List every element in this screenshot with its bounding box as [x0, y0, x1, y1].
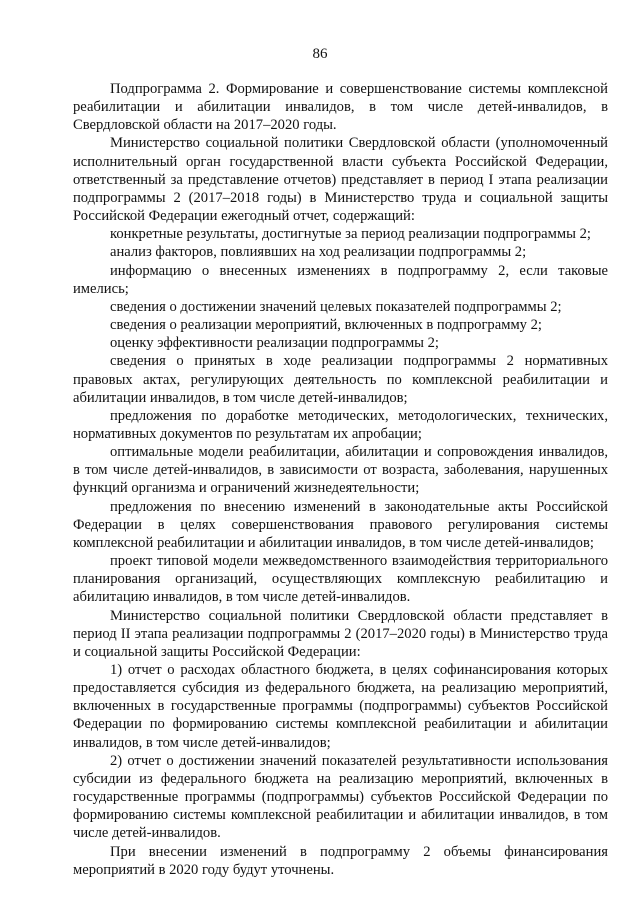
- list-item-specific-results: конкретные результаты, достигнутые за период реализации подпрограммы 2;: [110, 226, 591, 243]
- list-item-changes-info: информацию о внесенных изменениях в подпрограмму 2, если таковые имелись;: [73, 262, 608, 297]
- list-item-optimal-models: оптимальные модели реабилитации, абилитации и сопровождения инвалидов, в том числе детей-инвалидов, в зависимости от возраста, заболевания, нарушенных функций организма и ограничений жизнедеятельности;: [73, 444, 608, 497]
- list-item-legislation-proposals: предложения по внесению изменений в законодательные акты Российской Федерации в целях совершенствования правового регулирования системы комплексной реабилитации и абилитации инвалидов, в том числе детей-инвалидов;: [73, 498, 608, 551]
- document-body: [73, 80, 608, 879]
- list-item-legal-acts: сведения о принятых в ходе реализации подпрограммы 2 нормативных правовых актах, регулирующих деятельность по комплексной реабилитации и абилитации инвалидов, в том числе детей-инвалидов;: [73, 353, 608, 406]
- paragraph-financing-note: При внесении изменений в подпрограмму 2 объемы финансирования мероприятий в 2020 году будут уточнены.: [73, 843, 608, 878]
- list-item-activities-info: сведения о реализации мероприятий, включенных в подпрограмму 2;: [110, 317, 542, 334]
- page-number: 86: [312, 46, 328, 62]
- list-item-factor-analysis: анализ факторов, повлиявших на ход реализации подпрограммы 2;: [110, 244, 527, 261]
- list-item-typical-model-draft: проект типовой модели межведомственного взаимодействия территориального планирования организаций, осуществляющих комплексную реабилитацию и абилитацию инвалидов, в том числе детей-инвалидов.: [73, 553, 608, 606]
- list-item-subsidy-results-report: 2) отчет о достижении значений показателей результативности использования субсидии из федерального бюджета на реализацию мероприятий, включенных в государственные программы (подпрограммы) субъектов Российской Федерации по формированию системы комплексной реабилитации и абилитации инвалидов, в том числе детей-инвалидов.: [73, 752, 608, 842]
- paragraph-ministry-report: Министерство социальной политики Свердловской области (уполномоченный исполнительный орган государственной власти субъекта Российской Федерации, ответственный за представление отчетов) представляет в период I этапа реализации подпрограммы 2 (2017–2018 годы) в Министерство труда и социальной защиты Российской Федерации ежегодный отчет, содержащий:: [73, 135, 608, 225]
- list-item-methodology-proposals: предложения по доработке методических, методологических, технических, нормативных документов по результатам их апробации;: [73, 407, 608, 442]
- list-item-efficiency-assessment: оценку эффективности реализации подпрограммы 2;: [110, 335, 439, 352]
- list-item-target-indicators: сведения о достижении значений целевых показателей подпрограммы 2;: [110, 298, 562, 315]
- paragraph-subprogram-title: Подпрограмма 2. Формирование и совершенствование системы комплексной реабилитации и абилитации инвалидов, в том числе детей-инвалидов, в Свердловской области на 2017–2020 годы.: [73, 81, 608, 134]
- list-item-budget-expenses-report: 1) отчет о расходах областного бюджета, в целях софинансирования которых предоставляется субсидия из федерального бюджета, на реализацию мероприятий, включенных в государственные программы (подпрограммы) субъектов Российской Федерации по формированию системы комплексной реабилитации и абилитации инвалидов, в том числе детей-инвалидов;: [73, 662, 608, 751]
- paragraph-stage-two-report: Министерство социальной политики Свердловской области представляет в период II этапа реализации подпрограммы 2 (2017–2020 годы) в Министерство труда и социальной защиты Российской Федерации:: [73, 607, 608, 660]
